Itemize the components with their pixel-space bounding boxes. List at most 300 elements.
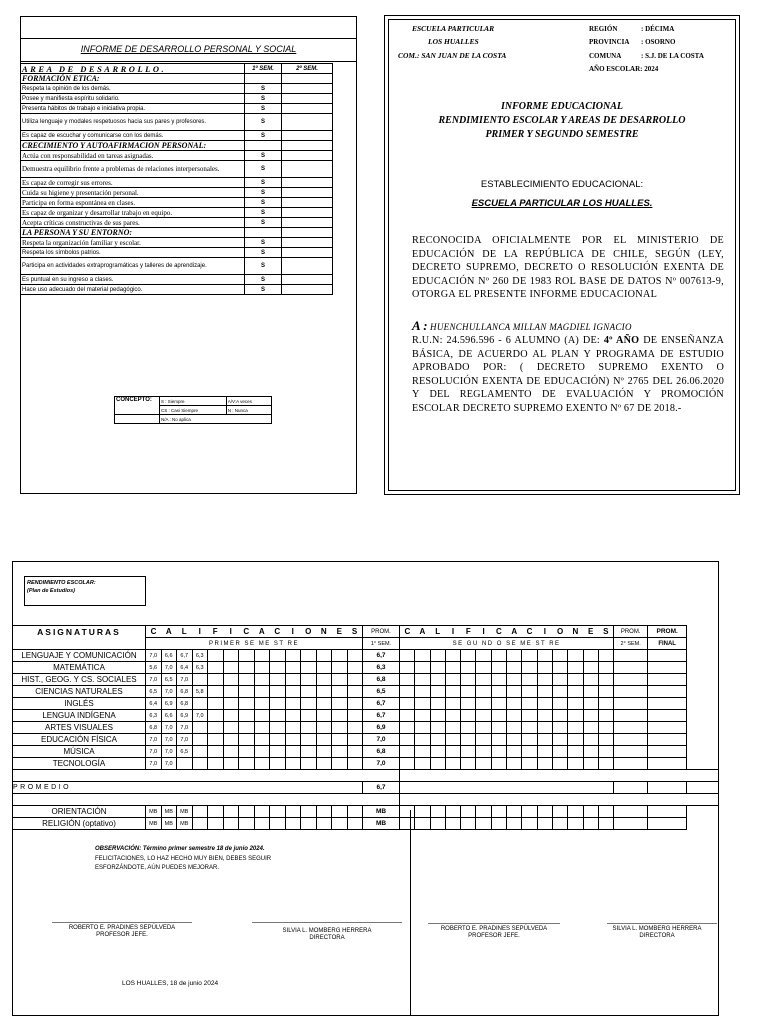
sem2-value [282, 161, 333, 178]
grade-cell-2 [415, 686, 430, 698]
grades-subheader-row [13, 638, 719, 650]
grade-cell [285, 650, 301, 662]
calificaciones-letter-2: L [430, 626, 445, 638]
grade-cell [316, 686, 332, 698]
final-average [648, 758, 687, 770]
sem1-value: S [245, 285, 282, 295]
grade-cell-2 [415, 650, 430, 662]
development-row [21, 238, 333, 248]
grade-cell-2 [583, 758, 598, 770]
grade-cell: 7,0 [161, 722, 177, 734]
grade-cell-2 [476, 758, 491, 770]
semester-average-2 [614, 674, 648, 686]
grade-cell-2 [552, 710, 567, 722]
grade-cell [301, 722, 317, 734]
commune-value: : S.J. DE LA COSTA [641, 52, 704, 60]
development-item: Respeta los símbolos patrios. [21, 248, 245, 258]
section-header [21, 74, 333, 84]
grade-cell [270, 662, 286, 674]
director-signature-2 [602, 926, 712, 940]
development-item: Acepta críticas constructivas de sus pares. [21, 218, 245, 228]
promedio-2 [400, 782, 614, 794]
program-text: DE ENSEÑANZA BÁSICA, DE ACUERDO AL PLAN Y PROGRAMA DE ESTUDIO APROBADO POR: ( DECRETO SUPREMO EXENTO O RESOLUCIÓN EXENTA DE EDUCACIÓN) Nº 2765 DEL 26.06.2020 Y DEL REGLAMENTO DE EVALUACIÓN Y PROMOCIÓN ESCOLAR DECRETO SUPREMO EXENTO Nº 67 DE 2018.- [412, 335, 724, 414]
grade-cell: 6,7 [177, 650, 193, 662]
subject-row [13, 710, 719, 722]
establishment-name: ESCUELA PARTICULAR LOS HUALLES. [471, 198, 653, 209]
grade-cell-2 [491, 662, 506, 674]
grade-cell-2 [507, 674, 522, 686]
grade-cell-2 [507, 734, 522, 746]
grade-cell [332, 686, 348, 698]
grade-cell [239, 734, 255, 746]
section-sem2 [282, 74, 333, 84]
subject-name: MÚSICA [13, 746, 146, 758]
grade-cell [254, 746, 270, 758]
semester-average: 6,8 [363, 674, 400, 686]
grade-cell-2 [583, 650, 598, 662]
grade-cell-2 [400, 722, 415, 734]
grade-cell: 5,8 [192, 686, 208, 698]
calificaciones-letter: O [301, 626, 317, 638]
section-header [21, 228, 333, 238]
semester-average-2 [614, 746, 648, 758]
grade-cell-2 [476, 806, 491, 818]
development-item: Presenta hábitos de trabajo e iniciativa propia. [21, 104, 245, 114]
grade-cell [254, 662, 270, 674]
calificaciones-letter-2: I [537, 626, 552, 638]
grade-cell-2 [400, 758, 415, 770]
development-item: Participa en forma espontánea en clases. [21, 198, 245, 208]
grade-cell-2 [400, 710, 415, 722]
grade-cell [347, 806, 363, 818]
grade-cell: 7,0 [177, 734, 193, 746]
grade-cell: 6,5 [177, 746, 193, 758]
subject-name: TECNOLOGÍA [13, 758, 146, 770]
development-row [21, 188, 333, 198]
director-role-2: DIRECTORA [639, 933, 675, 939]
grade-cell-2 [598, 710, 613, 722]
grade-cell [270, 710, 286, 722]
subject-name: ARTES VISUALES [13, 722, 146, 734]
sem1-value: S [245, 198, 282, 208]
grade-cell-2 [476, 746, 491, 758]
grades-header-row [13, 626, 719, 638]
calificaciones-letter: A [161, 626, 177, 638]
grade-cell [332, 806, 348, 818]
grade-cell-2 [476, 818, 491, 830]
final-average [648, 722, 687, 734]
grade-cell [208, 758, 224, 770]
grade-cell [208, 722, 224, 734]
grade-cell-2 [430, 746, 445, 758]
grade-cell-2 [552, 722, 567, 734]
grade-cell-2 [522, 662, 537, 674]
prom-final-header: PROM. [648, 626, 687, 638]
grade-cell-2 [491, 722, 506, 734]
grade-cell-2 [552, 734, 567, 746]
grade-cell: 6,6 [161, 650, 177, 662]
grade-cell-2 [400, 650, 415, 662]
grade-cell-2 [476, 662, 491, 674]
grade-cell-2 [583, 818, 598, 830]
development-row [21, 104, 333, 114]
grade-cell [332, 722, 348, 734]
grade-cell [270, 806, 286, 818]
calificaciones-letter-2: A [507, 626, 522, 638]
grade-cell-2 [598, 818, 613, 830]
grade-cell [208, 710, 224, 722]
grade-cell [301, 650, 317, 662]
grade-cell [332, 758, 348, 770]
grade-cell-2 [568, 662, 583, 674]
director-role-1: DIRECTORA [309, 935, 345, 941]
grade-cell-2 [445, 758, 460, 770]
final-average [648, 710, 687, 722]
spacer [13, 770, 400, 782]
grade-cell-2 [430, 650, 445, 662]
grade-cell [316, 698, 332, 710]
grade-cell-2 [583, 662, 598, 674]
development-row [21, 275, 333, 285]
section-sem1 [245, 141, 282, 151]
sem2-value [282, 198, 333, 208]
development-item: Cuida su higiene y presentación personal. [21, 188, 245, 198]
grade-cell-2 [476, 686, 491, 698]
grade-cell-2 [537, 806, 552, 818]
grade-cell [239, 746, 255, 758]
grade-cell: 7,0 [192, 710, 208, 722]
grade-cell [223, 698, 239, 710]
grade-cell-2 [552, 746, 567, 758]
semester-average: 6,7 [363, 650, 400, 662]
grade-cell [208, 734, 224, 746]
grade-cell-2 [537, 710, 552, 722]
sem1-value: S [245, 94, 282, 104]
grade-cell-2 [507, 806, 522, 818]
development-row [21, 258, 333, 275]
teacher-signature-line-2 [428, 923, 560, 924]
date-line: LOS HUALLES, 18 de junio 2024 [122, 980, 219, 987]
prom-header-2: PROM. [614, 626, 648, 638]
grade-cell-2 [476, 722, 491, 734]
concept-cs: CS : Casi Siempre [160, 406, 227, 415]
promedio-label: PROMEDIO [13, 782, 363, 794]
semester-average-2 [614, 806, 648, 818]
spacer-2 [400, 770, 719, 782]
grade-cell [285, 710, 301, 722]
calificaciones-letter-2: A [415, 626, 430, 638]
province-label: PROVINCIA [589, 38, 630, 46]
section-sem2 [282, 228, 333, 238]
grade-cell [239, 710, 255, 722]
semester-average-2 [614, 662, 648, 674]
development-row [21, 248, 333, 258]
grade-cell-2 [598, 698, 613, 710]
subject-row [13, 818, 719, 830]
grades-divider [410, 810, 411, 1016]
grade-cell: 6,3 [146, 710, 162, 722]
grade-cell-2 [583, 686, 598, 698]
grade-cell [301, 758, 317, 770]
calificaciones-letter: I [285, 626, 301, 638]
grade-cell [208, 818, 224, 830]
grade-cell [347, 734, 363, 746]
grade-cell-2 [537, 650, 552, 662]
sem1-value: S [245, 275, 282, 285]
grade-cell-2 [445, 710, 460, 722]
grade-cell-2 [552, 698, 567, 710]
director-name-2: SILVIA L. MOMBERG HERRERA [612, 926, 702, 932]
grade-cell: 7,0 [177, 674, 193, 686]
subject-row [13, 698, 719, 710]
grade-cell-2 [537, 818, 552, 830]
calificaciones-letter-2: C [491, 626, 506, 638]
grade-cell-2 [461, 662, 476, 674]
grade-cell: 6,3 [192, 650, 208, 662]
semester-average-2 [614, 722, 648, 734]
director-signature-line-2 [607, 923, 717, 924]
grade-cell-2 [491, 746, 506, 758]
grade-cell-2 [491, 650, 506, 662]
grade-cell [254, 698, 270, 710]
grade-cell-2 [430, 722, 445, 734]
grade-cell-2 [491, 674, 506, 686]
grade-cell: 7,0 [146, 674, 162, 686]
primer-semestre-label: PRIMER SE ME ST RE [146, 638, 363, 650]
spacer [13, 794, 400, 806]
grade-cell [223, 650, 239, 662]
sem2-value [282, 188, 333, 198]
concept-label: CONCEPTO: [115, 397, 160, 415]
grade-cell [332, 710, 348, 722]
sem2-value [282, 84, 333, 94]
student-name: HUENCHULLANCA MILLAN MAGDIEL IGNACIO [430, 322, 632, 332]
grade-cell [223, 758, 239, 770]
grade-cell-2 [461, 710, 476, 722]
calificaciones-letter: S [347, 626, 363, 638]
development-item: Utiliza lenguaje y modales respetuosos hacia sus pares y profesores. [21, 114, 245, 131]
grade-cell-2 [568, 686, 583, 698]
grade-cell-2 [415, 722, 430, 734]
report-title-3: PRIMER Y SEGUNDO SEMESTRE [485, 129, 639, 140]
development-row [21, 178, 333, 188]
grade-cell [254, 686, 270, 698]
grade-cell-2 [507, 710, 522, 722]
student-line [412, 319, 724, 334]
grade-cell-2 [430, 662, 445, 674]
subject-name: EDUCACIÓN FÍSICA [13, 734, 146, 746]
grade-cell-2 [507, 698, 522, 710]
semester-average: 7,0 [363, 758, 400, 770]
grade-cell: 6,5 [146, 686, 162, 698]
sem2-value [282, 248, 333, 258]
calificaciones-letter: I [223, 626, 239, 638]
grade-cell-2 [445, 662, 460, 674]
sem2-value [282, 218, 333, 228]
grade-cell-2 [522, 758, 537, 770]
school-place: LOS HUALLES [428, 37, 479, 46]
grade-cell: 6,8 [177, 686, 193, 698]
grade-cell-2 [507, 662, 522, 674]
grade-cell-2 [598, 674, 613, 686]
grade-cell-2 [461, 758, 476, 770]
grade-cell [270, 722, 286, 734]
semester-average-2 [614, 686, 648, 698]
grade-cell [270, 698, 286, 710]
grade-cell-2 [476, 710, 491, 722]
final-label: FINAL [648, 638, 687, 650]
promedio-value-2 [614, 782, 648, 794]
grade-cell [223, 722, 239, 734]
grade-cell [285, 758, 301, 770]
grade-cell-2 [522, 722, 537, 734]
spacer-row [13, 794, 719, 806]
teacher-signature-2 [428, 926, 560, 940]
development-row [21, 94, 333, 104]
grade-cell [223, 686, 239, 698]
grade-cell-2 [491, 710, 506, 722]
grade-cell [270, 818, 286, 830]
commune-line: COM.: SAN JUAN DE LA COSTA [398, 51, 507, 60]
grade-cell-2 [461, 674, 476, 686]
grade-cell [316, 674, 332, 686]
rendimiento-subtitle: (Plan de Estudios) [27, 588, 75, 594]
sem1-value: S [245, 208, 282, 218]
grade-cell-2 [430, 686, 445, 698]
sem1-value: S [245, 131, 282, 141]
calificaciones-letter-2: E [583, 626, 598, 638]
grade-cell: 7,0 [146, 650, 162, 662]
grade-cell-2 [537, 722, 552, 734]
semester-average: MB [363, 806, 400, 818]
development-item: Actúa con responsabilidad en tareas asignadas. [21, 151, 245, 161]
grade-cell-2 [522, 746, 537, 758]
grade-cell-2 [400, 686, 415, 698]
calificaciones-letter: C [146, 626, 162, 638]
spacer-2 [400, 794, 719, 806]
calificaciones-letter-2: S [598, 626, 613, 638]
calificaciones-letter: I [192, 626, 208, 638]
sem2-value [282, 238, 333, 248]
sem2-value [282, 285, 333, 295]
section-header [21, 141, 333, 151]
development-row [21, 84, 333, 94]
grade-cell-2 [522, 650, 537, 662]
grade-cell [254, 650, 270, 662]
teacher-name-1: ROBERTO E. PRADINES SEPÚLVEDA [68, 925, 176, 931]
development-row [21, 218, 333, 228]
grade-cell-2 [583, 710, 598, 722]
development-row [21, 208, 333, 218]
grade-cell-2 [491, 686, 506, 698]
segundo-semestre-label: SE GU ND O SE ME ST RE [400, 638, 614, 650]
final-average [648, 734, 687, 746]
grade-cell [208, 746, 224, 758]
calificaciones-letter: C [270, 626, 286, 638]
subject-name: MATEMÁTICA [13, 662, 146, 674]
sem1-value: S [245, 104, 282, 114]
final-average [648, 746, 687, 758]
grade-cell [270, 674, 286, 686]
sem1-value: S [245, 114, 282, 131]
grade-cell-2 [400, 818, 415, 830]
calificaciones-letter: C [239, 626, 255, 638]
grade-cell [270, 650, 286, 662]
grade-cell [301, 806, 317, 818]
grade-cell [301, 674, 317, 686]
grade-cell-2 [568, 650, 583, 662]
student-paragraph [412, 334, 724, 415]
sem2-value [282, 178, 333, 188]
grade-cell-2 [491, 698, 506, 710]
sem1-value: S [245, 178, 282, 188]
grade-cell-2 [461, 686, 476, 698]
grade-cell [223, 746, 239, 758]
director-signature-line-1 [252, 922, 402, 923]
grade-cell-2 [476, 698, 491, 710]
semester-average: 6,9 [363, 722, 400, 734]
grade-cell-2 [400, 698, 415, 710]
grade-cell: 7,0 [161, 758, 177, 770]
grade-cell [223, 662, 239, 674]
grade-cell-2 [598, 806, 613, 818]
grade-cell-2 [430, 806, 445, 818]
semester-average: 6,7 [363, 710, 400, 722]
semester-average: 6,3 [363, 662, 400, 674]
teacher-signature-1 [52, 925, 192, 939]
grade-cell-2 [552, 674, 567, 686]
grade-cell-2 [537, 686, 552, 698]
grade-cell-2 [461, 650, 476, 662]
run-text: R.U.N: 24.596.596 - 6 ALUMNO (A) DE: [412, 335, 604, 346]
subject-row [13, 674, 719, 686]
school-year: AÑO ESCOLAR: 2024 [589, 65, 659, 73]
spacer-row [13, 770, 719, 782]
grade-cell [254, 722, 270, 734]
grade-cell-2 [552, 686, 567, 698]
sem2-value [282, 131, 333, 141]
section-sem2 [282, 141, 333, 151]
grade-cell-2 [461, 734, 476, 746]
grade-cell [347, 698, 363, 710]
teacher-role-2: PROFESOR JEFE. [468, 933, 520, 939]
grade-cell [347, 674, 363, 686]
semester-average-2 [614, 818, 648, 830]
sem2-value [282, 114, 333, 131]
concept-s: S : Siempre [160, 397, 227, 406]
grade-cell: MB [146, 818, 162, 830]
concept-n: N : Nunca [226, 406, 271, 415]
grade-cell: 7,0 [146, 746, 162, 758]
grade-cell: MB [161, 806, 177, 818]
grade-cell [347, 758, 363, 770]
grade-cell: 5,6 [146, 662, 162, 674]
grade-cell [254, 674, 270, 686]
teacher-role-1: PROFESOR JEFE. [96, 932, 148, 938]
calificaciones-letter: N [316, 626, 332, 638]
development-row [21, 198, 333, 208]
grade-cell [208, 686, 224, 698]
teacher-name-2: ROBERTO E. PRADINES SEPÚLVEDA [440, 926, 548, 932]
grade-cell [301, 746, 317, 758]
grade-cell-2 [568, 806, 583, 818]
grade-cell-2 [445, 686, 460, 698]
grade-cell [316, 710, 332, 722]
grade-cell-2 [476, 674, 491, 686]
grade-cell-2 [537, 746, 552, 758]
development-row [21, 161, 333, 178]
grade-cell [270, 746, 286, 758]
